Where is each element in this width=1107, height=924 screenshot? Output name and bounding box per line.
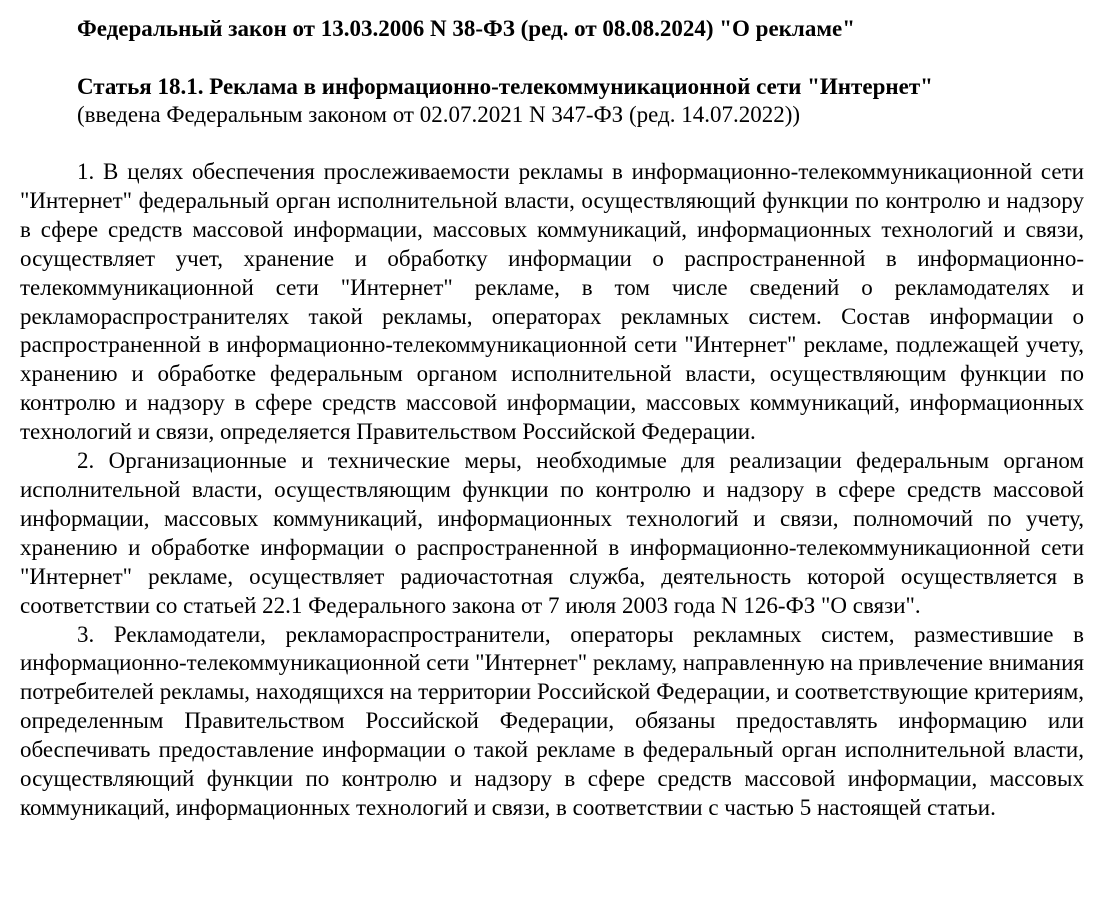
- law-title: Федеральный закон от 13.03.2006 N 38-ФЗ (ред. от 08.08.2024) "О рекламе": [77, 16, 855, 41]
- paragraph-1: 1. В целях обеспечения прослеживаемости рекламы в информационно-телекоммуникационной сети "Интернет" федеральный орган исполнительной власти, осуществляющий функции по контролю и надзору в сфере средств массовой информации, массовых коммуникаций, информационных технологий и связи, осуществляет учет, хранение и обработку информации о распространенной в информационно-телекоммуникационной сети "Интернет" рекламе, в том числе сведений о рекламодателях и рекламораспространителях такой рекламы, операторах рекламных систем. Состав информации о распространенной в информационно-телекоммуникационной сети "Интернет" рекламе, подлежащей учету, хранению и обработке федеральным органом исполнительной власти, осуществляющим функции по контролю и надзору в сфере средств массовой информации, массовых коммуникаций, информационных технологий и связи, определяется Правительством Российской Федерации.: [20, 159, 1084, 445]
- paragraph-2: 2. Организационные и технические меры, необходимые для реализации федеральным органом исполнительной власти, осуществляющим функции по контролю и надзору в сфере средств массовой информации, массовых коммуникаций, информационных технологий и связи, полномочий по учету, хранению и обработке информации о распространенной в информационно-телекоммуникационной сети "Интернет" рекламе, осуществляет радиочастотная служба, деятельность которой осуществляется в соответствии со статьей 22.1 Федерального закона от 7 июля 2003 года N 126-ФЗ "О связи".: [20, 448, 1084, 618]
- article-amendment-note: (введена Федеральным законом от 02.07.2021 N 347-ФЗ (ред. 14.07.2022)): [77, 102, 801, 127]
- article-body: [20, 158, 1084, 823]
- paragraph-3: 3. Рекламодатели, рекламораспространители, операторы рекламных систем, разместившие в информационно-телекоммуникационной сети "Интернет" рекламу, направленную на привлечение внимания потребителей рекламы, находящихся на территории Российской Федерации, и соответствующие критериям, определенным Правительством Российской Федерации, обязаны предоставлять информацию или обеспечивать предоставление информации о такой рекламе в федеральный орган исполнительной власти, осуществляющий функции по контролю и надзору в сфере средств массовой информации, массовых коммуникаций, информационных технологий и связи, в соответствии с частью 5 настоящей статьи.: [20, 621, 1084, 820]
- article-title: Статья 18.1. Реклама в информационно-телекоммуникационной сети "Интернет": [77, 74, 933, 99]
